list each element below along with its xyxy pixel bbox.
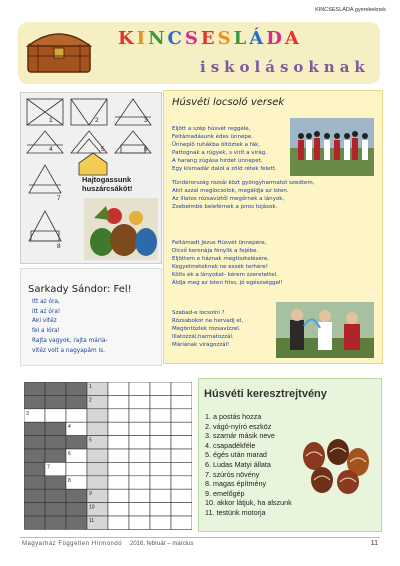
crossword-cell[interactable]	[108, 449, 129, 462]
crossword-cell[interactable]	[108, 476, 129, 489]
crossword-grid	[24, 382, 192, 530]
crossword-cell[interactable]	[129, 382, 150, 395]
crossword-cell[interactable]	[171, 476, 192, 489]
poem-stanza-4: Szabad-e locsolni ? Rózsabokor ne hervadj el, Megöntözlek rózsavízzel. Illatozzál,harmatozzál. Máriának virágozzál!	[172, 310, 244, 348]
clue-number: 6	[68, 451, 71, 457]
crossword-cell[interactable]	[66, 516, 87, 529]
step-number: 6	[144, 146, 148, 153]
crossword-cell[interactable]	[150, 409, 171, 422]
crossword-cell[interactable]	[129, 449, 150, 462]
crossword-cell[interactable]	[129, 422, 150, 435]
step-number: 4	[49, 146, 53, 153]
crossword-cell[interactable]	[45, 395, 66, 408]
crossword-cell[interactable]	[24, 436, 45, 449]
crossword-cell[interactable]	[171, 395, 192, 408]
crossword-cell[interactable]	[150, 503, 171, 516]
clue-item: 10. akkor látjuk, ha alszunk	[205, 498, 292, 508]
crossword-clue-list	[205, 412, 292, 518]
footer-date: 2016. február – március	[130, 541, 194, 547]
crossword-cell[interactable]	[87, 476, 108, 489]
easter-sprinkling-photo	[276, 302, 374, 358]
crossword-cell[interactable]	[150, 516, 171, 529]
easter-eggs-photo	[84, 198, 158, 260]
brand-letter: D	[266, 28, 285, 49]
crossword-cell[interactable]	[24, 422, 45, 435]
crossword-cell[interactable]	[150, 476, 171, 489]
brand-letter: I	[136, 28, 149, 49]
crossword-cell[interactable]	[150, 489, 171, 502]
crossword-cell[interactable]	[108, 489, 129, 502]
clue-item: 1. a postás hozza	[205, 412, 262, 421]
crossword-cell[interactable]	[129, 503, 150, 516]
crossword-cell[interactable]	[24, 503, 45, 516]
crossword-cell[interactable]	[66, 489, 87, 502]
crossword-cell[interactable]	[171, 436, 192, 449]
crossword-cell[interactable]	[87, 409, 108, 422]
crossword-cell[interactable]	[66, 395, 87, 408]
crossword-cell[interactable]	[150, 462, 171, 475]
crossword-cell[interactable]	[87, 449, 108, 462]
clue-number: 11	[89, 518, 95, 524]
clue-item: 7. szúrós növény	[205, 469, 260, 479]
step-number: 3	[144, 117, 148, 124]
clue-number: 8	[68, 477, 71, 484]
step-number: 7	[57, 195, 61, 202]
clue-item: 9. emelőgép	[205, 488, 245, 498]
clue-number: 4	[68, 424, 71, 431]
crossword-cell[interactable]	[108, 409, 129, 422]
crossword-cell[interactable]	[45, 489, 66, 502]
brand-letter: N	[148, 28, 168, 49]
page-number: 11	[370, 540, 378, 547]
sarkady-poem: Itt az óra, itt az óra! Aki vitéz fel a lóra! Rajta vagyok, rajta mária- vitéz volt a nagyapám is.	[32, 299, 108, 354]
crossword-cell[interactable]	[108, 422, 129, 435]
crossword-cell[interactable]	[45, 409, 66, 422]
crossword-cell[interactable]	[45, 436, 66, 449]
crossword-cell[interactable]	[171, 503, 192, 516]
brand-letter: S	[184, 28, 201, 49]
crossword-cell[interactable]	[171, 489, 192, 502]
step-number: 2	[95, 117, 99, 124]
brand-letter: E	[200, 28, 218, 49]
crossword-cell[interactable]	[108, 395, 129, 408]
crossword-cell[interactable]	[45, 516, 66, 529]
folk-dancers-photo	[290, 118, 374, 176]
crossword-cell[interactable]	[150, 449, 171, 462]
crossword-cell[interactable]	[150, 436, 171, 449]
crossword-svg	[24, 382, 192, 530]
clue-number: 9	[89, 491, 92, 498]
crossword-cell[interactable]	[24, 516, 45, 529]
clue-number: 1	[89, 384, 92, 390]
crossword-cell[interactable]	[171, 382, 192, 395]
crossword-cell[interactable]	[129, 436, 150, 449]
crossword-cell[interactable]	[129, 462, 150, 475]
brand-letter: C	[167, 28, 185, 49]
crossword-cell[interactable]	[24, 382, 45, 395]
crossword-cell[interactable]	[66, 462, 87, 475]
clue-item: 5. égés után marad	[205, 450, 267, 460]
step-number: 1	[49, 117, 53, 124]
crossword-cell[interactable]	[129, 476, 150, 489]
crossword-cell[interactable]	[66, 503, 87, 516]
clue-item: 8. magas építmény	[205, 479, 267, 489]
footer-publication: Magyarház Független Hírmondó	[22, 541, 123, 547]
crossword-cell[interactable]	[24, 449, 45, 462]
crossword-cell[interactable]	[108, 516, 129, 529]
poem-title: Húsvéti locsoló versek	[172, 97, 285, 108]
easter-eggs-photo	[298, 436, 372, 496]
crossword-cell[interactable]	[129, 409, 150, 422]
crossword-cell[interactable]	[24, 489, 45, 502]
magazine-subtitle: iskolásoknak	[200, 58, 370, 76]
section-label: KINCSESLÁDA gyerekeknek	[315, 7, 386, 13]
crossword-cell[interactable]	[66, 382, 87, 395]
crossword-cell[interactable]	[66, 436, 87, 449]
clue-number: 5	[89, 437, 92, 444]
crossword-cell[interactable]	[171, 516, 192, 529]
clue-number: 7	[47, 464, 50, 471]
crossword-cell[interactable]	[108, 503, 129, 516]
brand-letter: A	[284, 28, 302, 49]
clue-item: 2. vágó-nyíró eszköz	[205, 421, 272, 431]
brand-letter: K	[118, 28, 137, 49]
crossword-cell[interactable]	[45, 382, 66, 395]
poem-stanza-1: Eljött a szép húsvét reggele, Feltámadásunk édes ünnepe. Ünneplő ruhákba öltöztek a fák, Pattognak a rügyek, s virít a virág. A harang zúgása hirdet ünnepet, Egy kismadár dalol a zöld rétek felett.	[172, 126, 277, 172]
crossword-cell[interactable]	[129, 516, 150, 529]
clue-number: 3	[26, 410, 29, 417]
crossword-cell[interactable]	[45, 422, 66, 435]
clue-item: 6. Ludas Matyi állata	[205, 459, 271, 469]
clue-item: 11. testünk motorja	[205, 507, 266, 517]
crossword-cell[interactable]	[108, 436, 129, 449]
brand-letter: L	[233, 28, 250, 49]
crossword-cell[interactable]	[45, 503, 66, 516]
crossword-cell[interactable]	[45, 449, 66, 462]
poem-stanza-3: Feltámadt Jézus Húsvét ünnepére, Dicső koronája fénylik a fejébe. Eljöttem e háznak megtisztelésére, Kegyelmeteknek ne essék terhére! Költs ek a lányokat- kérem szeretettel. Áldja meg az Isten friss, jó egészséggel!	[172, 240, 283, 286]
crossword-cell[interactable]	[87, 422, 108, 435]
magazine-brand	[118, 28, 302, 49]
clue-number: 2	[89, 397, 92, 404]
clue-item: 4. csapadékféle	[205, 440, 256, 450]
crossword-cell[interactable]	[150, 382, 171, 395]
sarkady-title: Sarkady Sándor: Fel!	[28, 284, 132, 295]
treasure-chest-icon	[24, 26, 94, 76]
poem-stanza-2: Tündérország rózsái közt gyöngyharmatot szedtem, Akit azzal meglocsolok, megáldja az Isten. Az illatos rózsavíztől megőrnek a lányok, Zsebeimbe beleférnek a piros tojások.	[172, 180, 315, 210]
step-number: 8	[57, 243, 61, 250]
crossword-cell[interactable]	[45, 476, 66, 489]
crossword-cell[interactable]	[150, 395, 171, 408]
crossword-cell[interactable]	[24, 462, 45, 475]
crossword-cell[interactable]	[24, 395, 45, 408]
crossword-cell[interactable]	[171, 462, 192, 475]
crossword-title: Húsvéti keresztrejtvény	[204, 388, 327, 400]
crossword-cell[interactable]	[171, 449, 192, 462]
brand-letter: S	[217, 28, 234, 49]
folding-caption: Hajtogassunk huszárcsákót!	[82, 175, 133, 193]
crossword-cell[interactable]	[129, 395, 150, 408]
crossword-cell[interactable]	[129, 489, 150, 502]
crossword-cell[interactable]	[108, 382, 129, 395]
step-number: 5	[101, 146, 105, 153]
crossword-cell[interactable]	[171, 409, 192, 422]
crossword-cell[interactable]	[171, 422, 192, 435]
clue-number: 10	[89, 504, 95, 511]
crossword-cell[interactable]	[108, 462, 129, 475]
clue-item: 3. szamár másik neve	[205, 431, 275, 441]
crossword-cell[interactable]	[24, 476, 45, 489]
crossword-cell[interactable]	[150, 422, 171, 435]
crossword-cell[interactable]	[66, 409, 87, 422]
crossword-cell[interactable]	[87, 462, 108, 475]
footer-rule	[20, 537, 380, 538]
brand-letter: Á	[249, 28, 267, 49]
